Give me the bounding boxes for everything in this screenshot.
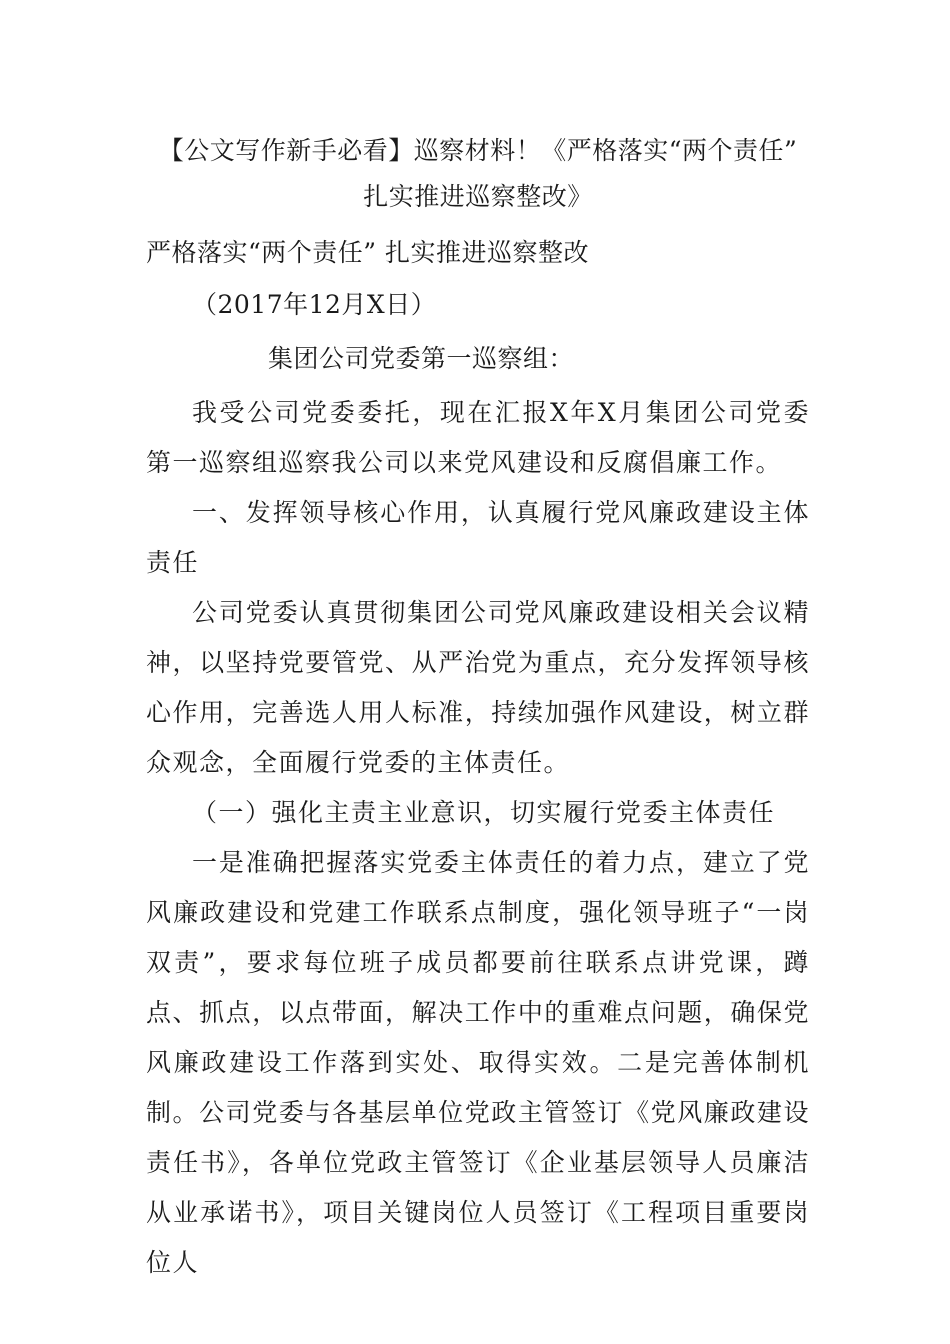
document-title: 【公文写作新手必看】巡察材料！《严格落实“两个责任” 扎实推进巡察整改》 xyxy=(158,136,798,211)
document-subtitle: 严格落实“两个责任” 扎实推进巡察整改 xyxy=(146,238,590,267)
body-paragraph: 公司党委认真贯彻集团公司党风廉政建设相关会议精神，以坚持党要管党、从严治党为重点，充分发挥领导核心作用，完善选人用人标准，持续加强作风建设，树立群众观念，全面履行党委的主体责任。 xyxy=(146,598,810,777)
body-paragraph: 我受公司党委委托，现在汇报X年X月集团公司党委第一巡察组巡察我公司以来党风建设和反腐倡廉工作。 xyxy=(146,398,810,477)
subsection-heading: （一）强化主责主业意识，切实履行党委主体责任 xyxy=(192,798,776,827)
document-addressee: 集团公司党委第一巡察组： xyxy=(268,344,575,373)
section-heading: 一、发挥领导核心作用，认真履行党风廉政建设主体责任 xyxy=(146,498,810,577)
document-date: （2017年12月X日） xyxy=(192,290,437,319)
body-paragraph: 一是准确把握落实党委主体责任的着力点，建立了党风廉政建设和党建工作联系点制度，强化领导班子“一岗双责”，要求每位班子成员都要前往联系点讲党课，蹲点、抓点，以点带面，解决工作中的重难点问题，确保党风廉政建设工作落到实处、取得实效。二是完善体制机制。公司党委与各基层单位党政主管签订《党风廉政建设责任书》，各单位党政主管签订《企业基层领导人员廉洁从业承诺书》，项目关键岗位人员签订《工程项目重要岗位人 xyxy=(146,848,810,1277)
document-page xyxy=(146,128,810,1288)
